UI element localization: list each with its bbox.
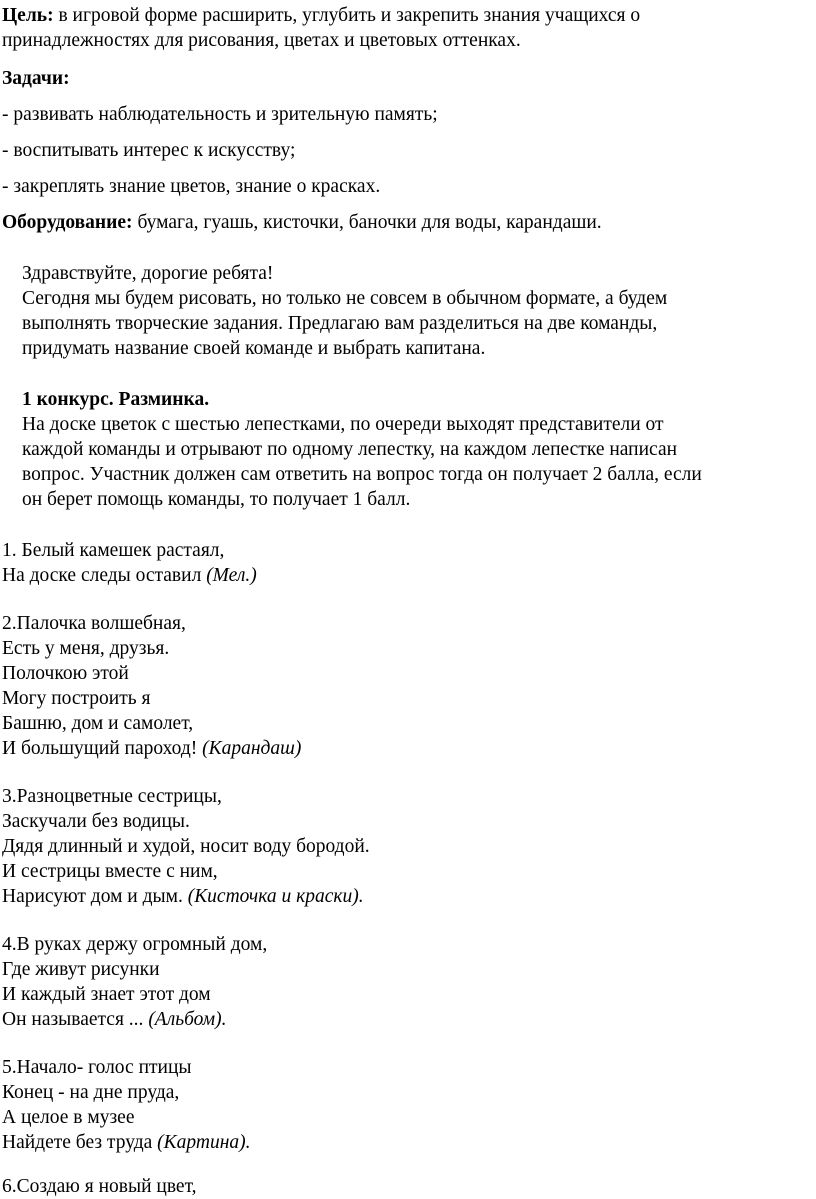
equipment-text: бумага, гуашь, кисточки, баночки для воды, карандаши. bbox=[132, 212, 602, 233]
riddle-line bbox=[2, 1010, 226, 1030]
riddle-line bbox=[2, 566, 257, 586]
riddle-line: А целое в музее bbox=[2, 1107, 135, 1128]
riddle-line bbox=[2, 1133, 250, 1153]
intro-line: выполнять творческие задания. Предлагаю вам разделиться на две команды, bbox=[22, 313, 658, 334]
riddle-line: 1. Белый камешек растаял, bbox=[2, 540, 225, 561]
riddle-answer: (Альбом). bbox=[148, 1009, 227, 1030]
riddle-line: Заскучали без водицы. bbox=[2, 811, 190, 832]
riddle-answer: (Картина). bbox=[157, 1132, 251, 1153]
equipment-label: Оборудование: bbox=[2, 212, 133, 233]
intro-line: Сегодня мы будем рисовать, но только не совсем в обычном формате, а будем bbox=[22, 288, 668, 309]
contest-line: он берет помощь команды, то получает 1 балл. bbox=[22, 489, 411, 510]
task-item: - воспитывать интерес к искусству; bbox=[2, 140, 296, 161]
riddle-line: Где живут рисунки bbox=[2, 959, 160, 980]
riddle-answer: (Кисточка и краски). bbox=[187, 886, 364, 907]
goal-text-2: принадлежностях для рисования, цветах и цветовых оттенках. bbox=[2, 30, 521, 51]
riddle-line: 5.Начало- голос птицы bbox=[2, 1057, 192, 1078]
goal-label: Цель: bbox=[2, 5, 54, 26]
riddle-line: Башню, дом и самолет, bbox=[2, 713, 194, 734]
riddle-line: И сестрицы вместе с ним, bbox=[2, 861, 218, 882]
riddle-line: 6.Создаю я новый цвет, bbox=[2, 1176, 197, 1197]
equipment-line bbox=[2, 213, 602, 233]
intro-line: Здравствуйте, дорогие ребята! bbox=[22, 263, 274, 284]
contest-title: 1 конкурс. Разминка. bbox=[22, 389, 210, 410]
riddle-line-text: Он называется ... bbox=[2, 1009, 149, 1030]
contest-line: На доске цветок с шестью лепестками, по очереди выходят представители от bbox=[22, 414, 664, 435]
intro-line: придумать название своей команде и выбрать капитана. bbox=[22, 338, 486, 359]
tasks-label: Задачи: bbox=[2, 68, 70, 89]
goal-line-1 bbox=[2, 6, 640, 26]
riddle-answer: (Мел.) bbox=[206, 565, 257, 586]
riddle-line: Конец - на дне пруда, bbox=[2, 1082, 180, 1103]
riddle-answer: (Карандаш) bbox=[202, 738, 302, 759]
goal-text-1: в игровой форме расширить, углубить и закрепить знания учащихся о bbox=[53, 5, 641, 26]
riddle-line: Могу построить я bbox=[2, 688, 151, 709]
riddle-line: Дядя длинный и худой, носит воду бородой. bbox=[2, 836, 370, 857]
riddle-line-text: И большущий пароход! bbox=[2, 738, 203, 759]
riddle-line: Есть у меня, друзья. bbox=[2, 638, 170, 659]
riddle-line-text: Найдете без труда bbox=[2, 1132, 158, 1153]
riddle-line bbox=[2, 739, 301, 759]
riddle-line-text: Нарисуют дом и дым. bbox=[2, 886, 188, 907]
riddle-line bbox=[2, 887, 364, 907]
riddle-line: 4.В руках держу огромный дом, bbox=[2, 934, 268, 955]
riddle-line-text: На доске следы оставил bbox=[2, 565, 207, 586]
riddle-line: 3.Разноцветные сестрицы, bbox=[2, 786, 222, 807]
contest-line: вопрос. Участник должен сам ответить на вопрос тогда он получает 2 балла, если bbox=[22, 464, 702, 485]
task-item: - развивать наблюдательность и зрительную память; bbox=[2, 104, 438, 125]
riddle-line: И каждый знает этот дом bbox=[2, 984, 211, 1005]
riddle-line: Полочкою этой bbox=[2, 663, 129, 684]
riddle-line: 2.Палочка волшебная, bbox=[2, 613, 186, 634]
contest-line: каждой команды и отрывают по одному лепестку, на каждом лепестке написан bbox=[22, 439, 678, 460]
task-item: - закреплять знание цветов, знание о красках. bbox=[2, 176, 381, 197]
